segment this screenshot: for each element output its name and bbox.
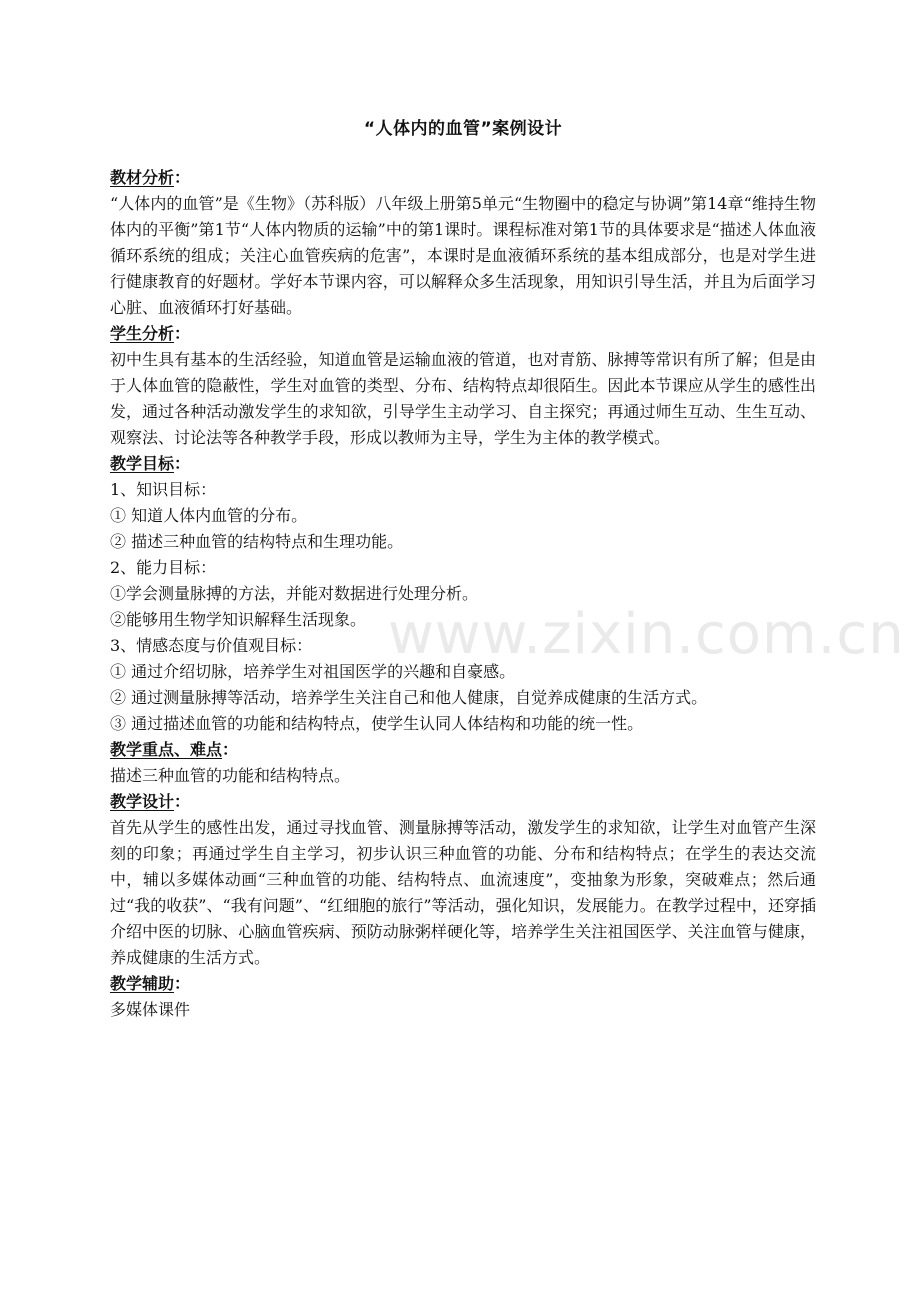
goal-line: ①学会测量脉搏的方法，并能对数据进行处理分析。 — [110, 584, 479, 603]
heading-students: 学生分析： — [110, 324, 191, 343]
goal-line: ② 通过测量脉搏等活动，培养学生关注自己和他人健康，自觉养成健康的生活方式。 — [110, 688, 708, 707]
heading-goals: 教学目标： — [110, 454, 191, 473]
goal-line: 3、情感态度与价值观目标： — [110, 636, 313, 655]
document-title: “人体内的血管”案例设计 — [363, 119, 563, 139]
heading-material: 教材分析： — [110, 168, 191, 187]
heading-keypoints: 教学重点、难点： — [110, 740, 239, 759]
paragraph-keypoints: 描述三种血管的功能和结构特点。 — [110, 766, 351, 785]
goal-line: 2、能力目标： — [110, 558, 217, 577]
goal-line: ① 通过介绍切脉，培养学生对祖国医学的兴趣和自豪感。 — [110, 662, 516, 681]
watermark: www.zixin.com.cn — [388, 602, 905, 667]
heading-design: 教学设计： — [110, 792, 191, 811]
goal-line: ② 描述三种血管的结构特点和生理功能。 — [110, 532, 404, 551]
goal-line: ① 知道人体内血管的分布。 — [110, 506, 308, 525]
goal-line: ②能够用生物学知识解释生活现象。 — [110, 610, 367, 629]
paragraph-students: 初中生具有基本的生活经验，知道血管是运输血液的管道，也对青筋、脉搏等常识有所了解；但是由于人体血管的隐蔽性，学生对血管的类型、分布、结构特点却很陌生。因此本节课应从学生的感性出发，通过各种活动激发学生的求知欲，引导学生主动学习、自主探究；再通过师生互动、生生互动、观察法、讨论法等各种教学手段，形成以教师为主导，学生为主体的教学模式。 — [110, 350, 816, 447]
goal-line: 1、知识目标： — [110, 480, 217, 499]
document-body — [110, 165, 816, 1023]
paragraph-material: “人体内的血管”是《生物》（苏科版）八年级上册第5单元“生物圈中的稳定与协调”第14章“维持生物体内的平衡”第1节“人体内物质的运输”中的第1课时。课程标准对第1节的具体要求是“描述人体血液循环系统的组成；关注心血管疾病的危害”，本课时是血液循环系统的基本组成部分，也是对学生进行健康教育的好题材。学好本节课内容，可以解释众多生活现象，用知识引导生活，并且为后面学习心脏、血液循环打好基础。 — [110, 194, 816, 317]
heading-aids: 教学辅助： — [110, 974, 191, 993]
paragraph-aids: 多媒体课件 — [110, 1000, 191, 1019]
paragraph-design: 首先从学生的感性出发，通过寻找血管、测量脉搏等活动，激发学生的求知欲，让学生对血管产生深刻的印象；再通过学生自主学习，初步认识三种血管的功能、分布和结构特点；在学生的表达交流中，辅以多媒体动画“三种血管的功能、结构特点、血流速度”，变抽象为形象，突破难点；然后通过“我的收获”、“我有问题”、“红细胞的旅行”等活动，强化知识，发展能力。在教学过程中，还穿插介绍中医的切脉、心脑血管疾病、预防动脉粥样硬化等，培养学生关注祖国医学、关注血管与健康，养成健康的生活方式。 — [110, 818, 816, 967]
goal-line: ③ 通过描述血管的功能和结构特点，使学生认同人体结构和功能的统一性。 — [110, 714, 644, 733]
